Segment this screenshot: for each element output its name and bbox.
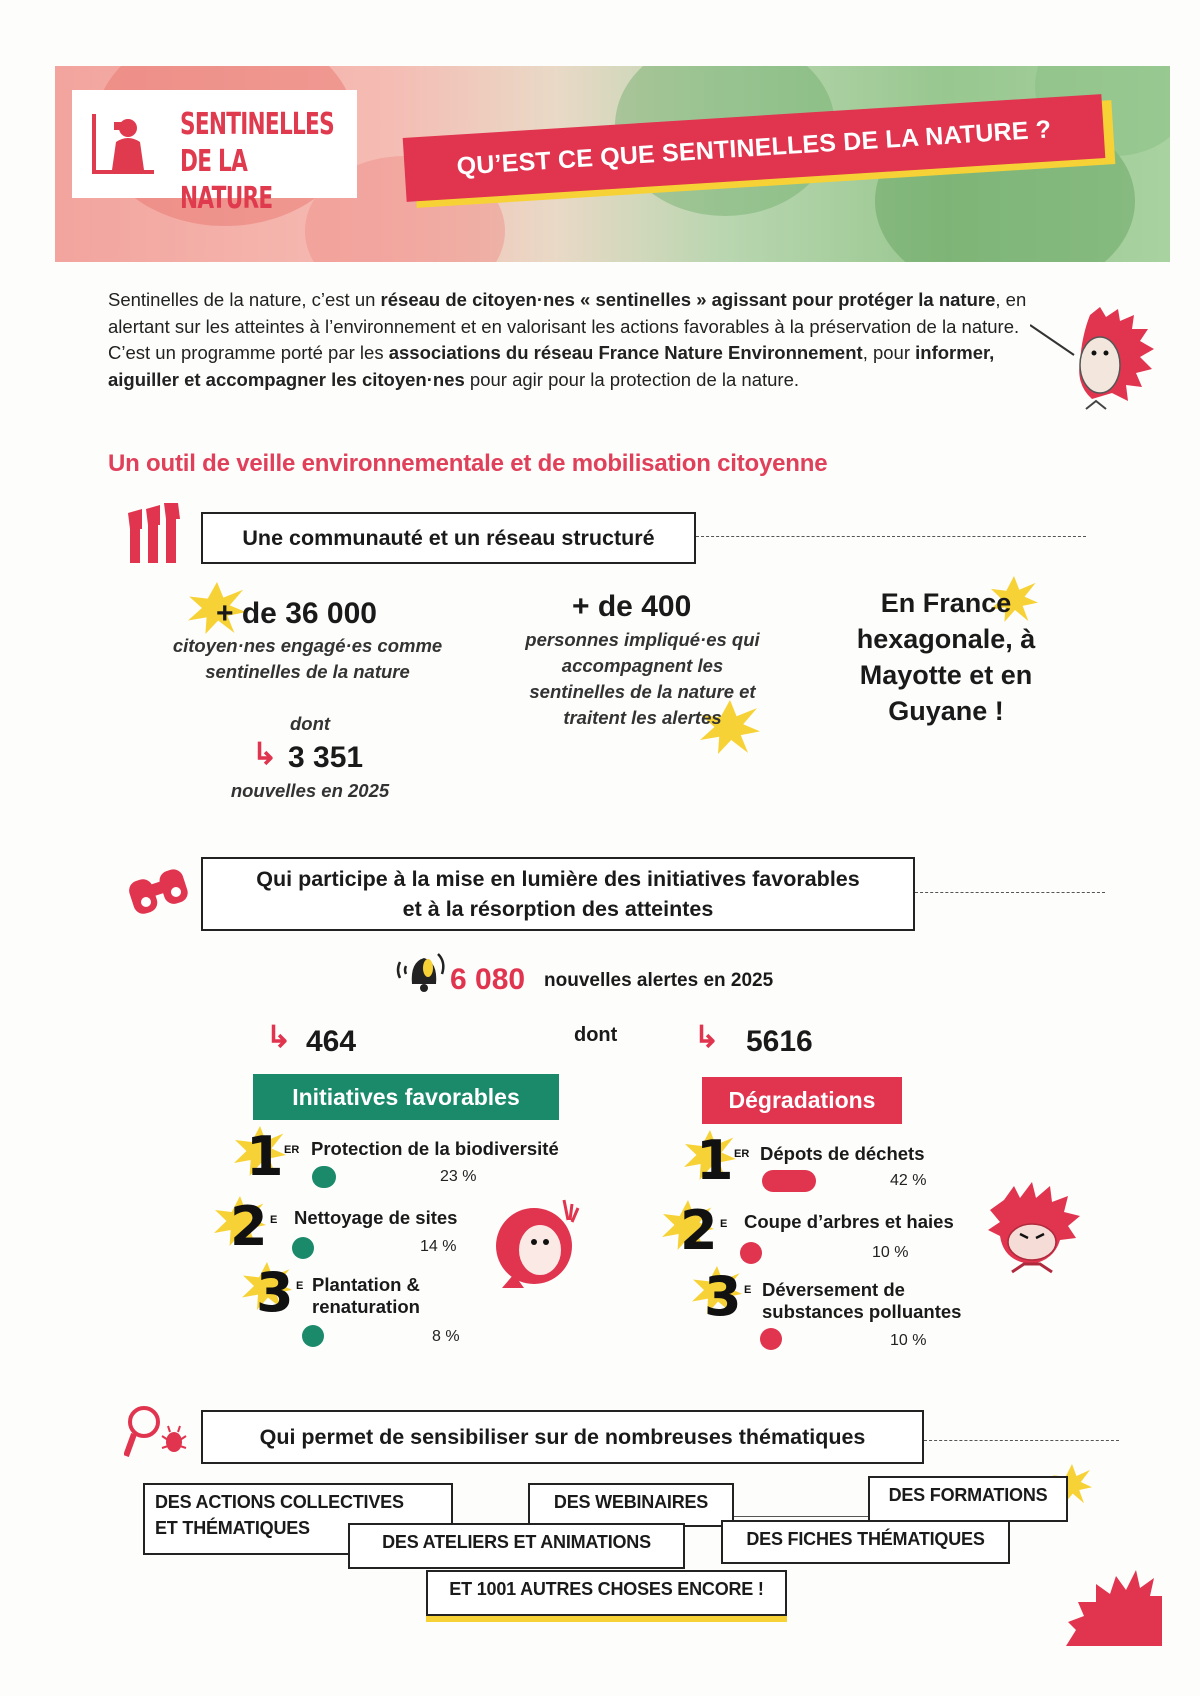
logo-text: SENTINELLES DE LA NATURE	[180, 107, 334, 216]
favorable-item-1-dot	[312, 1166, 336, 1188]
magnifier-bug-icon	[124, 1402, 190, 1462]
rank-3: 3	[704, 1265, 742, 1328]
rank-3: 3	[256, 1261, 294, 1324]
page-title: QU’EST CE QUE SENTINELLES DE LA NATURE ?	[455, 114, 1053, 181]
binoculars-person-icon	[88, 108, 158, 178]
favorable-item-3-pct: 8 %	[432, 1328, 460, 1345]
hedgehog-mascot-icon	[1030, 305, 1160, 425]
favorable-item-2-pct: 14 %	[420, 1238, 457, 1255]
degradation-item-3-pct: 10 %	[890, 1332, 927, 1349]
tag-webinars: DES WEBINAIRES	[528, 1483, 734, 1527]
arrow-icon: ↳	[694, 1021, 720, 1054]
rank-2: 2	[230, 1195, 268, 1258]
divider	[924, 1440, 1119, 1441]
community-heading: Une communauté et un réseau structuré	[201, 512, 696, 564]
degradation-item-2-label: Coupe d’arbres et haies	[744, 1211, 954, 1232]
stat-citizens-count: + de 36 000	[216, 597, 377, 630]
favorable-item-2-label: Nettoyage de sites	[294, 1207, 458, 1228]
stat-volunteers-count: + de 400	[572, 590, 692, 623]
favorable-count: 464	[306, 1025, 357, 1058]
degradation-item-3-label: Déversement de substances polluantes	[762, 1279, 962, 1322]
divider	[696, 536, 1086, 537]
binoculars-icon	[124, 862, 196, 918]
hedgehog-fox-icon	[484, 1190, 594, 1295]
dont-label: dont	[574, 1024, 618, 1046]
favorable-item-3-dot	[302, 1325, 324, 1347]
alerts-total-count: 6 080	[450, 963, 526, 996]
degradation-item-2-pct: 10 %	[872, 1244, 909, 1261]
degradations-label: Dégradations	[702, 1077, 902, 1124]
hedgehog-spikes-icon	[1066, 1556, 1162, 1646]
alerts-total-desc: nouvelles alertes en 2025	[544, 970, 774, 991]
alert-bell-icon	[396, 948, 448, 996]
section-title: Un outil de veille environnementale et de mobilisation citoyenne	[108, 450, 828, 477]
rank-1: 1	[696, 1129, 734, 1192]
degradation-item-3-dot	[760, 1328, 782, 1350]
arrow-icon: ↳	[252, 738, 278, 771]
stat-new-desc: nouvelles en 2025	[230, 780, 390, 801]
rank-1: 1	[246, 1125, 284, 1188]
alerts-heading: Qui participe à la mise en lumière des initiatives favorables et à la résorption des atteintes	[201, 857, 915, 931]
rank-2: 2	[680, 1199, 718, 1262]
divider	[915, 892, 1105, 893]
stat-citizens-desc: citoyen·nes engagé·es comme sentinelles de la nature	[172, 635, 443, 682]
degradation-item-1-dot	[762, 1170, 816, 1192]
tag-more: ET 1001 AUTRES CHOSES ENCORE !	[426, 1570, 787, 1616]
degradations-count: 5616	[746, 1025, 813, 1058]
favorable-item-3-label: Plantation & renaturation	[312, 1274, 420, 1317]
tag-thematic-sheets: DES FICHES THÉMATIQUES	[721, 1520, 1010, 1564]
favorable-item-1-label: Protection de la biodiversité	[311, 1138, 559, 1159]
raised-hands-icon	[126, 503, 186, 565]
hedgehog-angry-icon	[984, 1180, 1084, 1280]
stat-volunteers-desc: personnes impliqué·es qui accompagnent les sentinelles de la nature et traitent les alertes	[525, 629, 760, 728]
tag-workshops: DES ATELIERS ET ANIMATIONS	[348, 1523, 685, 1569]
degradation-item-2-dot	[740, 1242, 762, 1264]
degradation-item-1-label: Dépots de déchets	[760, 1143, 925, 1164]
arrow-icon: ↳	[266, 1021, 292, 1054]
favorable-item-2-dot	[292, 1237, 314, 1259]
stat-new-count: 3 351	[288, 741, 364, 774]
intro-text: Sentinelles de la nature, c’est un réseau de citoyen·nes « sentinelles » agissant pour protéger la nature, en alertant sur les atteintes à l’environnement et en valorisant les actions favorables à la préservation de la nature. C’est un programme porté par les associations du réseau France Nature Environnement, pour informer, aiguiller et accompagner les citoyen·nes pour agir pour la protection de la nature.	[108, 289, 1027, 390]
favorable-item-1-pct: 23 %	[440, 1168, 477, 1185]
degradation-item-1-pct: 42 %	[890, 1172, 927, 1189]
tag-trainings: DES FORMATIONS	[868, 1476, 1068, 1522]
territories-text: En France hexagonale, à Mayotte et en Guyane !	[856, 588, 1036, 726]
themes-heading: Qui permet de sensibiliser sur de nombreuses thématiques	[201, 1410, 924, 1464]
title-banner	[404, 112, 1124, 202]
tag-collective-actions: DES ACTIONS COLLECTIVES ET THÉMATIQUES	[143, 1483, 453, 1555]
divider	[734, 1516, 868, 1517]
dont-label: dont	[289, 713, 331, 734]
favorable-label: Initiatives favorables	[253, 1074, 559, 1120]
logo	[72, 90, 357, 216]
